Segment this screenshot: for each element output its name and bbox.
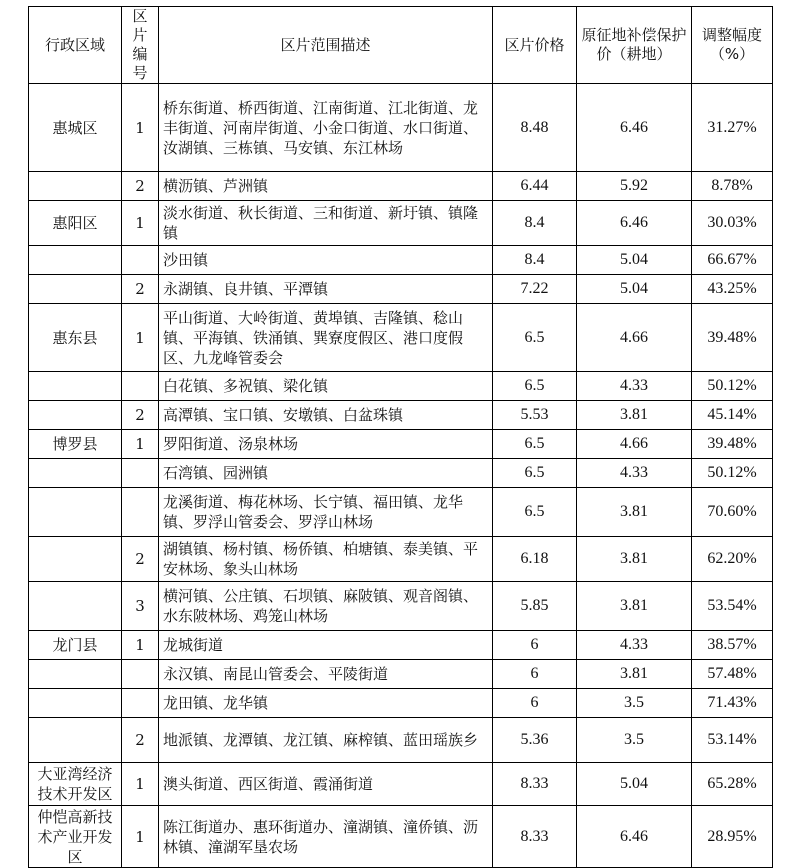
cell-scope: 澳头街道、西区街道、霞涌街道	[159, 763, 493, 806]
cell-scope: 龙溪街道、梅花林场、长宁镇、福田镇、龙华镇、罗浮山管委会、罗浮山林场	[159, 488, 493, 537]
cell-adjust: 65.28%	[692, 763, 773, 806]
cell-region	[29, 488, 122, 537]
cell-adjust: 28.95%	[692, 806, 773, 868]
table-row	[29, 488, 773, 537]
cell-region	[29, 459, 122, 488]
cell-protect-price: 6.46	[577, 84, 692, 172]
cell-zone-no	[122, 246, 159, 275]
cell-scope: 白花镇、多祝镇、梁化镇	[159, 372, 493, 401]
cell-adjust: 38.57%	[692, 631, 773, 660]
cell-scope: 淡水街道、秋长街道、三和街道、新圩镇、镇隆镇	[159, 201, 493, 246]
table-row	[29, 430, 773, 459]
cell-price: 6.5	[493, 488, 577, 537]
cell-protect-price: 5.92	[577, 172, 692, 201]
cell-protect-price: 4.33	[577, 372, 692, 401]
cell-zone-no: 2	[122, 718, 159, 763]
table-row	[29, 246, 773, 275]
zone-price-table	[28, 6, 773, 868]
cell-region: 惠东县	[29, 304, 122, 372]
cell-region	[29, 172, 122, 201]
cell-scope: 永汉镇、南昆山管委会、平陵街道	[159, 660, 493, 689]
cell-protect-price: 3.81	[577, 537, 692, 582]
table-row	[29, 275, 773, 304]
cell-scope: 永湖镇、良井镇、平潭镇	[159, 275, 493, 304]
cell-zone-no: 1	[122, 84, 159, 172]
cell-adjust: 31.27%	[692, 84, 773, 172]
table-row	[29, 660, 773, 689]
table-row	[29, 582, 773, 631]
cell-region	[29, 718, 122, 763]
cell-region	[29, 246, 122, 275]
cell-scope: 罗阳街道、汤泉林场	[159, 430, 493, 459]
cell-region	[29, 372, 122, 401]
cell-adjust: 39.48%	[692, 430, 773, 459]
cell-price: 6	[493, 689, 577, 718]
cell-scope: 龙城街道	[159, 631, 493, 660]
cell-scope: 湖镇镇、杨村镇、杨侨镇、柏塘镇、泰美镇、平安林场、象头山林场	[159, 537, 493, 582]
cell-zone-no	[122, 459, 159, 488]
table-row	[29, 631, 773, 660]
table-row	[29, 401, 773, 430]
cell-price: 5.85	[493, 582, 577, 631]
header-zone-no: 区片编号	[122, 7, 159, 84]
cell-price: 8.4	[493, 201, 577, 246]
cell-price: 8.33	[493, 763, 577, 806]
cell-zone-no	[122, 660, 159, 689]
cell-price: 6	[493, 660, 577, 689]
table-row	[29, 459, 773, 488]
cell-adjust: 50.12%	[692, 459, 773, 488]
cell-price: 6.5	[493, 304, 577, 372]
cell-protect-price: 3.81	[577, 488, 692, 537]
header-adjust: 调整幅度（%）	[692, 7, 773, 84]
table-row	[29, 201, 773, 246]
table-row	[29, 84, 773, 172]
cell-protect-price: 6.46	[577, 201, 692, 246]
cell-price: 6.5	[493, 459, 577, 488]
cell-zone-no: 3	[122, 582, 159, 631]
cell-price: 8.48	[493, 84, 577, 172]
cell-region: 惠阳区	[29, 201, 122, 246]
header-protect-price: 原征地补偿保护价（耕地）	[577, 7, 692, 84]
cell-protect-price: 4.66	[577, 430, 692, 459]
cell-adjust: 43.25%	[692, 275, 773, 304]
cell-scope: 高潭镇、宝口镇、安墩镇、白盆珠镇	[159, 401, 493, 430]
cell-price: 6.44	[493, 172, 577, 201]
cell-zone-no: 1	[122, 201, 159, 246]
cell-price: 6.5	[493, 430, 577, 459]
cell-zone-no: 1	[122, 631, 159, 660]
cell-adjust: 8.78%	[692, 172, 773, 201]
table-row	[29, 172, 773, 201]
cell-protect-price: 3.81	[577, 660, 692, 689]
cell-adjust: 62.20%	[692, 537, 773, 582]
cell-adjust: 53.14%	[692, 718, 773, 763]
cell-scope: 横河镇、公庄镇、石坝镇、麻陂镇、观音阁镇、水东陂林场、鸡笼山林场	[159, 582, 493, 631]
cell-region: 仲恺高新技术产业开发区	[29, 806, 122, 868]
cell-region: 大亚湾经济技术开发区	[29, 763, 122, 806]
cell-zone-no	[122, 689, 159, 718]
cell-price: 8.33	[493, 806, 577, 868]
cell-zone-no	[122, 488, 159, 537]
cell-adjust: 45.14%	[692, 401, 773, 430]
cell-price: 6	[493, 631, 577, 660]
cell-zone-no: 2	[122, 172, 159, 201]
cell-adjust: 30.03%	[692, 201, 773, 246]
cell-protect-price: 5.04	[577, 246, 692, 275]
cell-protect-price: 4.66	[577, 304, 692, 372]
cell-protect-price: 4.33	[577, 459, 692, 488]
cell-adjust: 39.48%	[692, 304, 773, 372]
cell-price: 6.18	[493, 537, 577, 582]
table-row	[29, 304, 773, 372]
cell-scope: 平山街道、大岭街道、黄埠镇、吉隆镇、稔山镇、平海镇、铁涌镇、巽寮度假区、港口度假区、九龙峰管委会	[159, 304, 493, 372]
cell-zone-no: 2	[122, 275, 159, 304]
cell-region	[29, 660, 122, 689]
cell-zone-no: 1	[122, 806, 159, 868]
cell-adjust: 71.43%	[692, 689, 773, 718]
cell-scope: 沙田镇	[159, 246, 493, 275]
cell-region	[29, 582, 122, 631]
table-row	[29, 718, 773, 763]
cell-protect-price: 3.81	[577, 582, 692, 631]
cell-price: 8.4	[493, 246, 577, 275]
cell-scope: 地派镇、龙潭镇、龙江镇、麻榨镇、蓝田瑶族乡	[159, 718, 493, 763]
cell-protect-price: 3.5	[577, 718, 692, 763]
cell-scope: 桥东街道、桥西街道、江南街道、江北街道、龙丰街道、河南岸街道、小金口街道、水口街道、汝湖镇、三栋镇、马安镇、东江林场	[159, 84, 493, 172]
cell-adjust: 53.54%	[692, 582, 773, 631]
cell-adjust: 66.67%	[692, 246, 773, 275]
cell-adjust: 50.12%	[692, 372, 773, 401]
cell-protect-price: 4.33	[577, 631, 692, 660]
cell-scope: 石湾镇、园洲镇	[159, 459, 493, 488]
cell-zone-no: 1	[122, 430, 159, 459]
header-scope: 区片范围描述	[159, 7, 493, 84]
cell-region: 惠城区	[29, 84, 122, 172]
cell-zone-no: 1	[122, 763, 159, 806]
cell-protect-price: 6.46	[577, 806, 692, 868]
table-row	[29, 689, 773, 718]
cell-price: 5.36	[493, 718, 577, 763]
cell-protect-price: 5.04	[577, 275, 692, 304]
cell-protect-price: 3.81	[577, 401, 692, 430]
cell-zone-no: 1	[122, 304, 159, 372]
cell-scope: 龙田镇、龙华镇	[159, 689, 493, 718]
cell-zone-no	[122, 372, 159, 401]
cell-price: 6.5	[493, 372, 577, 401]
table-row	[29, 806, 773, 868]
cell-region	[29, 537, 122, 582]
table-row	[29, 537, 773, 582]
cell-region	[29, 275, 122, 304]
table-row	[29, 763, 773, 806]
cell-protect-price: 3.5	[577, 689, 692, 718]
cell-protect-price: 5.04	[577, 763, 692, 806]
cell-zone-no: 2	[122, 537, 159, 582]
cell-region: 龙门县	[29, 631, 122, 660]
table-row	[29, 372, 773, 401]
header-region: 行政区域	[29, 7, 122, 84]
cell-zone-no: 2	[122, 401, 159, 430]
cell-adjust: 57.48%	[692, 660, 773, 689]
cell-region	[29, 689, 122, 718]
cell-scope: 横沥镇、芦洲镇	[159, 172, 493, 201]
header-row	[29, 7, 773, 84]
cell-price: 7.22	[493, 275, 577, 304]
cell-scope: 陈江街道办、惠环街道办、潼湖镇、潼侨镇、沥林镇、潼湖军垦农场	[159, 806, 493, 868]
cell-region: 博罗县	[29, 430, 122, 459]
header-price: 区片价格	[493, 7, 577, 84]
cell-price: 5.53	[493, 401, 577, 430]
cell-adjust: 70.60%	[692, 488, 773, 537]
cell-region	[29, 401, 122, 430]
